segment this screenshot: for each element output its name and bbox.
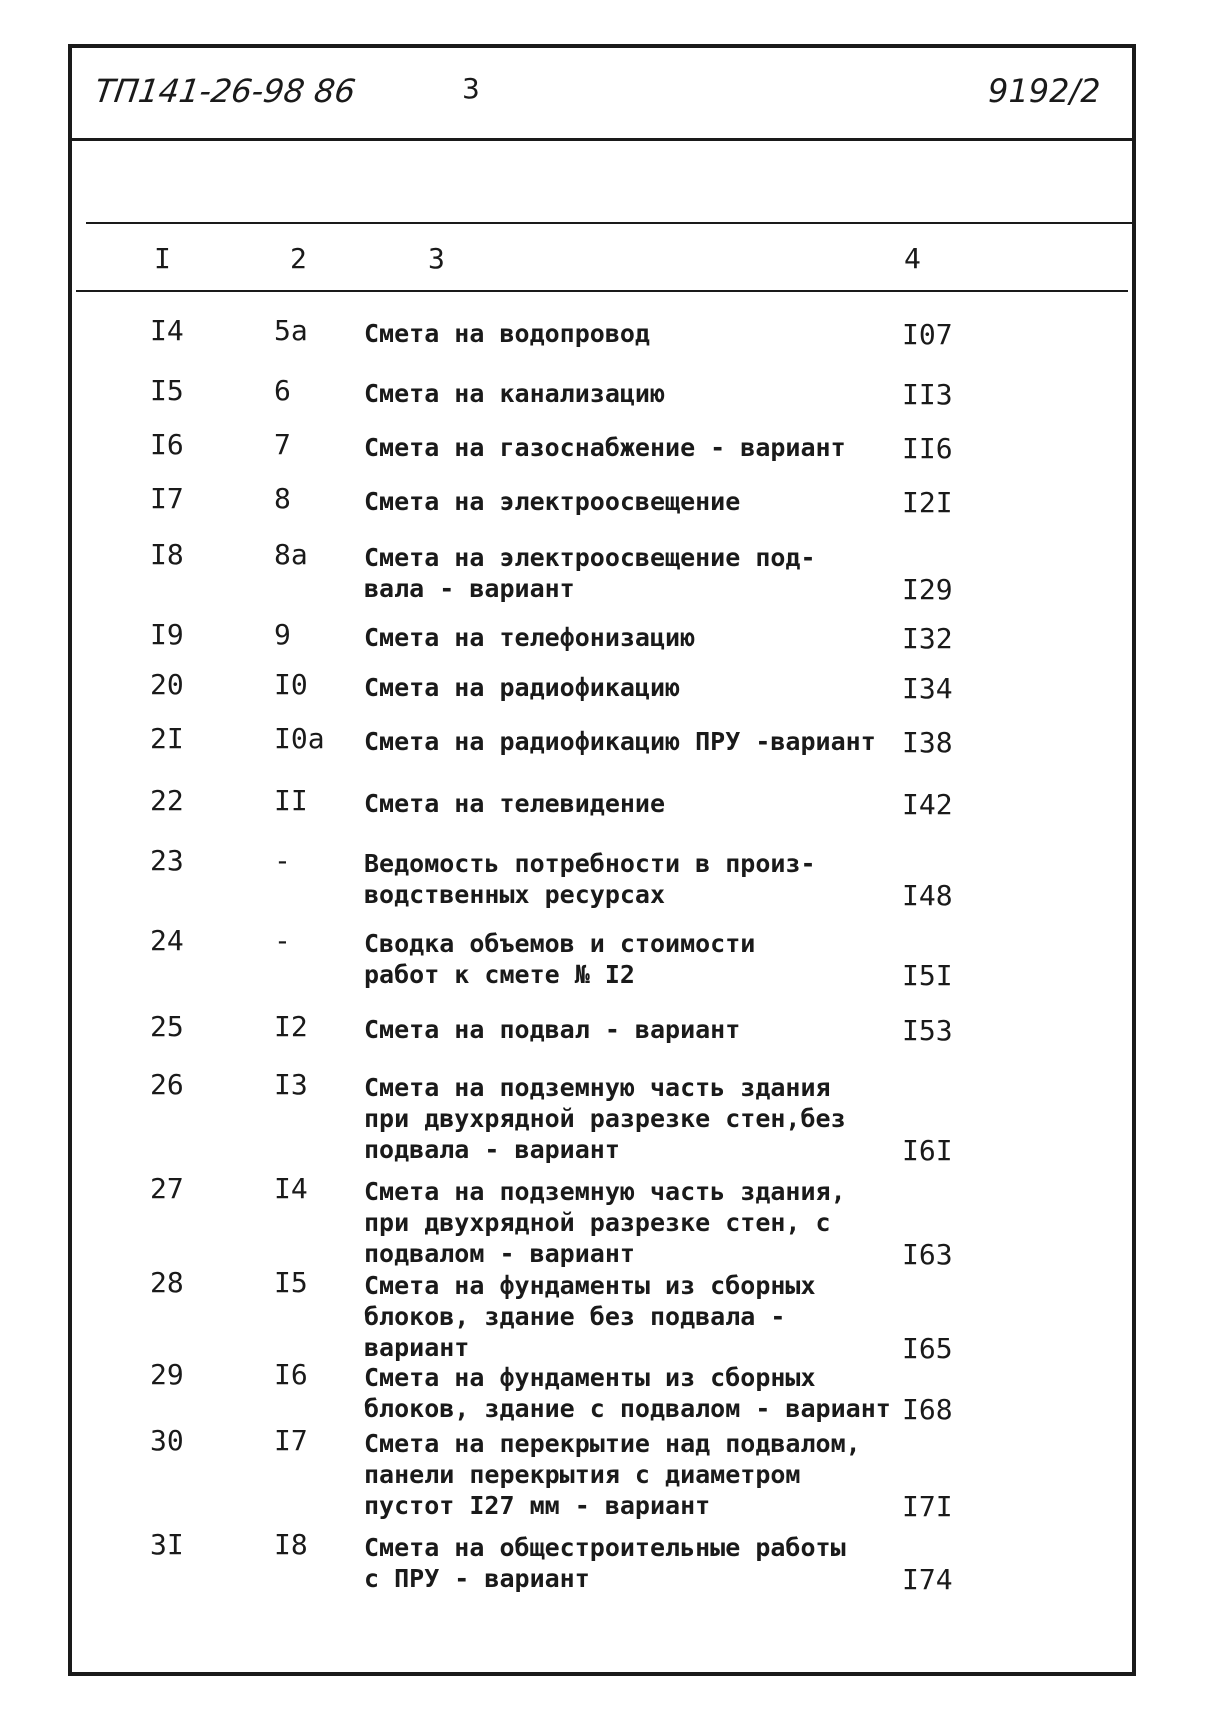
row-title: Смета на электроосвещение	[364, 487, 741, 516]
row-index: I8	[150, 538, 184, 571]
row-index: I9	[150, 618, 184, 651]
row-page: II3	[902, 378, 953, 411]
estimate-number: I7	[274, 1424, 308, 1457]
estimate-number: 9	[274, 618, 291, 651]
row-title: Смета на подземную часть здания, при двухрядной разрезке стен, с подвалом - вариант	[364, 1177, 846, 1268]
row-title: Смета на фундаменты из сборных блоков, здание без подвала - вариант	[364, 1271, 816, 1362]
row-page: I63	[902, 1238, 953, 1271]
document-code: ТП141-26-98 86	[92, 72, 358, 110]
row-title: Ведомость потребности в произ- водственных ресурсах	[364, 849, 816, 909]
row-page: I32	[902, 622, 953, 655]
estimate-number: -	[274, 844, 291, 877]
estimate-number: II	[274, 784, 308, 817]
row-page: I53	[902, 1014, 953, 1047]
estimate-number: 5а	[274, 314, 308, 347]
document-number: 9192/2	[988, 72, 1101, 110]
column-header-2: 2	[290, 242, 307, 275]
row-title: Смета на общестроительные работы с ПРУ - вариант	[364, 1533, 846, 1593]
row-page: II6	[902, 432, 953, 465]
column-header-1: I	[154, 242, 171, 275]
estimate-number: -	[274, 924, 291, 957]
row-title: Сводка объемов и стоимости работ к смете № I2	[364, 929, 756, 989]
estimate-number: I3	[274, 1068, 308, 1101]
row-title: Смета на подвал - вариант	[364, 1015, 741, 1044]
row-page: I5I	[902, 959, 953, 992]
row-page: I29	[902, 573, 953, 606]
row-index: 24	[150, 924, 184, 957]
row-title: Смета на телефонизацию	[364, 623, 696, 652]
row-page: I34	[902, 672, 953, 705]
header-divider	[72, 138, 1132, 141]
row-index: 25	[150, 1010, 184, 1043]
row-index: 23	[150, 844, 184, 877]
estimate-number: I0а	[274, 722, 325, 755]
estimate-number: I6	[274, 1358, 308, 1391]
row-title: Смета на перекрытие над подвалом, панели перекрытия с диаметром пустот I27 мм - вариант	[364, 1429, 861, 1520]
row-index: 28	[150, 1266, 184, 1299]
row-index: I4	[150, 314, 184, 347]
row-index: 22	[150, 784, 184, 817]
row-page: I68	[902, 1393, 953, 1426]
row-index: 29	[150, 1358, 184, 1391]
row-index: I7	[150, 482, 184, 515]
estimate-number: I5	[274, 1266, 308, 1299]
estimate-number: I4	[274, 1172, 308, 1205]
row-index: 20	[150, 668, 184, 701]
row-title: Смета на подземную часть здания при двухрядной разрезке стен,без подвала - вариант	[364, 1073, 846, 1164]
row-title: Смета на фундаменты из сборных блоков, здание с подвалом - вариант	[364, 1363, 891, 1423]
row-page: I07	[902, 318, 953, 351]
row-page: I42	[902, 788, 953, 821]
row-index: 30	[150, 1424, 184, 1457]
estimate-number: 6	[274, 374, 291, 407]
row-title: Смета на электроосвещение под- вала - вариант	[364, 543, 816, 603]
row-page: I65	[902, 1332, 953, 1365]
estimate-number: 8	[274, 482, 291, 515]
row-index: 3I	[150, 1528, 184, 1561]
table-top-rule	[86, 222, 1132, 224]
column-header-4: 4	[904, 242, 921, 275]
row-title: Смета на водопровод	[364, 319, 650, 348]
row-title: Смета на телевидение	[364, 789, 666, 818]
row-page: I2I	[902, 486, 953, 519]
row-page: I74	[902, 1563, 953, 1596]
row-index: 26	[150, 1068, 184, 1101]
row-index: I6	[150, 428, 184, 461]
row-page: I7I	[902, 1490, 953, 1523]
page-number: 3	[462, 72, 480, 105]
row-title: Смета на канализацию	[364, 379, 666, 408]
row-title: Смета на радиофикацию ПРУ -вариант	[364, 727, 876, 756]
estimate-number: 7	[274, 428, 291, 461]
estimate-number: 8а	[274, 538, 308, 571]
row-page: I38	[902, 726, 953, 759]
column-header-3: 3	[428, 242, 445, 275]
estimate-number: I0	[274, 668, 308, 701]
row-page: I6I	[902, 1134, 953, 1167]
row-index: I5	[150, 374, 184, 407]
table-header-rule	[76, 290, 1128, 292]
row-index: 2I	[150, 722, 184, 755]
row-index: 27	[150, 1172, 184, 1205]
row-title: Смета на газоснабжение - вариант	[364, 433, 846, 462]
estimate-number: I8	[274, 1528, 308, 1561]
row-title: Смета на радиофикацию	[364, 673, 681, 702]
row-page: I48	[902, 879, 953, 912]
estimate-number: I2	[274, 1010, 308, 1043]
